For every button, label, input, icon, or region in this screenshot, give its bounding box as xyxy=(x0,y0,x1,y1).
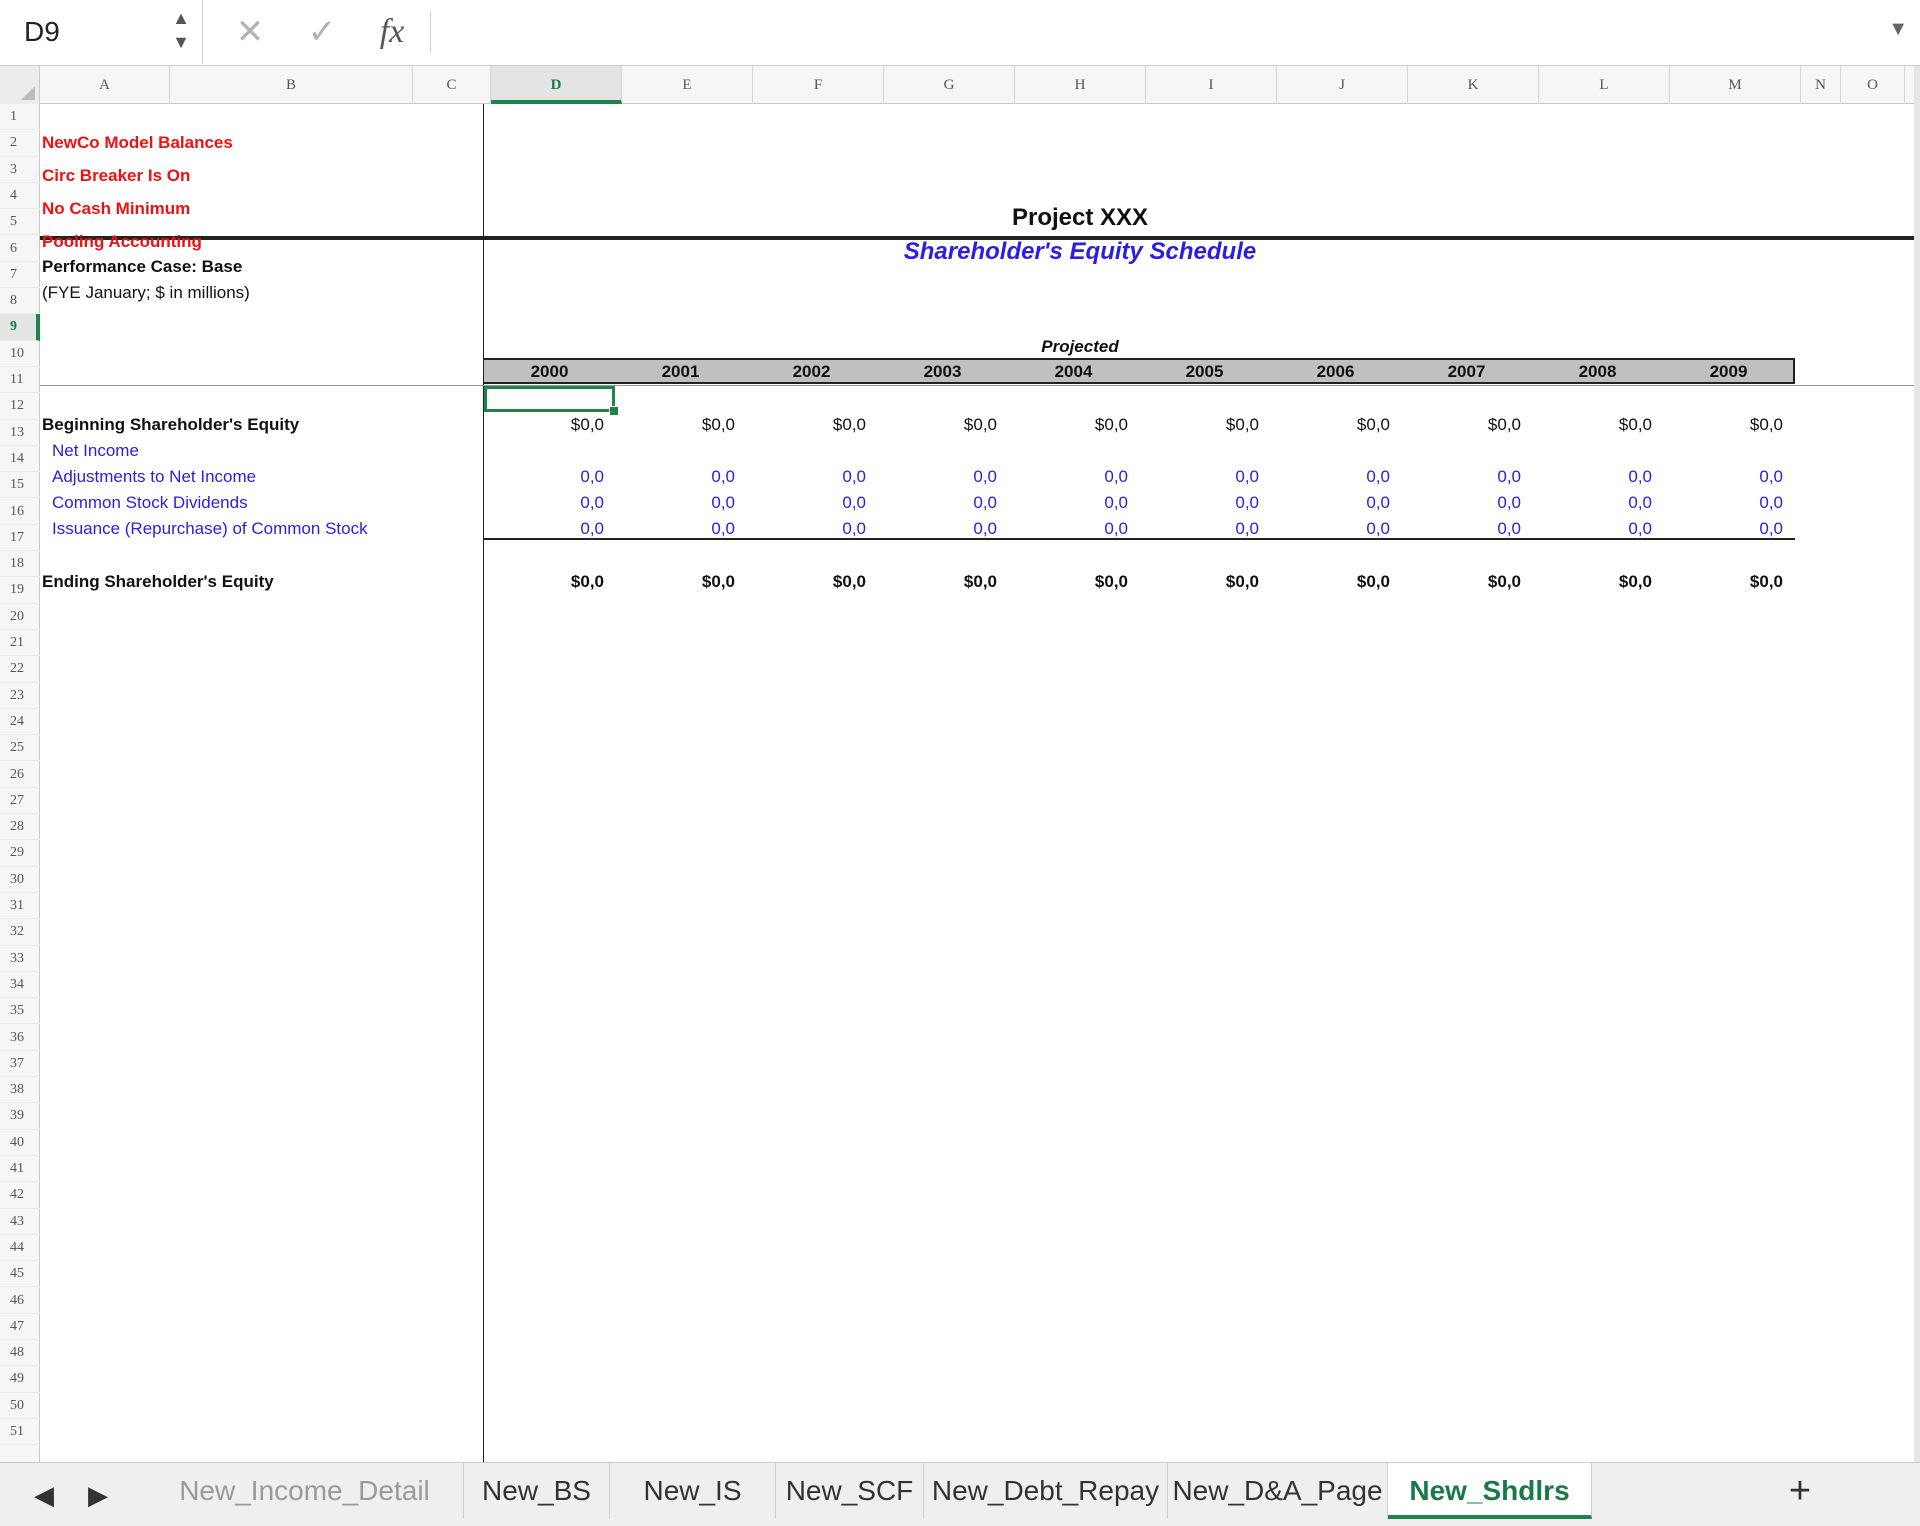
column-header-o[interactable]: O xyxy=(1841,66,1905,104)
adjustments-value-2000[interactable]: 0,0 xyxy=(580,467,604,486)
units-note[interactable]: (FYE January; $ in millions) xyxy=(42,283,250,302)
insert-function-icon[interactable]: fx xyxy=(379,13,405,50)
row-header-10[interactable]: 10 xyxy=(0,341,40,367)
column-header-c[interactable]: C xyxy=(413,66,491,104)
ending-equity-value-2003[interactable]: $0,0 xyxy=(963,572,997,591)
dividends-value-2009[interactable]: 0,0 xyxy=(1759,493,1783,512)
row-header-35[interactable]: 35 xyxy=(0,998,40,1024)
row-header-12[interactable]: 12 xyxy=(0,393,40,419)
formula-bar xyxy=(0,0,1920,66)
adjustments-value-2006[interactable]: 0,0 xyxy=(1366,467,1390,486)
row-header-26[interactable]: 26 xyxy=(0,762,40,788)
column-header-h[interactable]: H xyxy=(1015,66,1146,104)
row-header-39[interactable]: 39 xyxy=(0,1103,40,1129)
row-header-24[interactable]: 24 xyxy=(0,709,40,735)
dividends-value-2005[interactable]: 0,0 xyxy=(1235,493,1259,512)
flag-circ-breaker[interactable]: Circ Breaker Is On xyxy=(42,166,191,185)
adjustments-value-2004[interactable]: 0,0 xyxy=(1104,467,1128,486)
row-header-51[interactable]: 51 xyxy=(0,1419,40,1445)
dividends-value-2007[interactable]: 0,0 xyxy=(1497,493,1521,512)
row-header-27[interactable]: 27 xyxy=(0,788,40,814)
flag-cash-minimum[interactable]: No Cash Minimum xyxy=(42,199,191,218)
dividends-value-2002[interactable]: 0,0 xyxy=(842,493,866,512)
row-header-33[interactable]: 33 xyxy=(0,946,40,972)
year-header-2003[interactable]: 2003 xyxy=(923,362,962,381)
row-header-21[interactable]: 21 xyxy=(0,630,40,656)
row-header-32[interactable]: 32 xyxy=(0,919,40,945)
year-header-2009[interactable]: 2009 xyxy=(1709,362,1748,381)
dividends-value-2001[interactable]: 0,0 xyxy=(711,493,735,512)
row-header-48[interactable]: 48 xyxy=(0,1340,40,1366)
confirm-icon[interactable]: ✓ xyxy=(307,13,337,51)
row-header-2[interactable]: 2 xyxy=(0,130,40,156)
adjustments-value-2002[interactable]: 0,0 xyxy=(842,467,866,486)
next-sheet-icon[interactable]: ▶ xyxy=(88,1480,108,1510)
row-header-1[interactable]: 1 xyxy=(0,104,40,130)
column-header-j[interactable]: J xyxy=(1277,66,1408,104)
ending-equity-value-2009[interactable]: $0,0 xyxy=(1749,572,1783,591)
row-header-11[interactable]: 11 xyxy=(0,367,40,393)
year-header-2000[interactable]: 2000 xyxy=(530,362,569,381)
beginning-equity-value-2009[interactable]: $0,0 xyxy=(1749,415,1783,434)
row-header-22[interactable]: 22 xyxy=(0,656,40,682)
beginning-equity-value-2001[interactable]: $0,0 xyxy=(701,415,735,434)
row-header-31[interactable]: 31 xyxy=(0,893,40,919)
year-header-bar xyxy=(484,358,1795,384)
row-header-30[interactable]: 30 xyxy=(0,867,40,893)
row-label-net-income[interactable]: Net Income xyxy=(52,441,139,460)
row-header-25[interactable]: 25 xyxy=(0,735,40,761)
row-header-42[interactable]: 42 xyxy=(0,1182,40,1208)
sheet-tab-new-debt-repay[interactable]: New_Debt_Repay xyxy=(924,1463,1168,1519)
year-header-2007[interactable]: 2007 xyxy=(1447,362,1486,381)
ending-equity-value-2006[interactable]: $0,0 xyxy=(1356,572,1390,591)
adjustments-value-2009[interactable]: 0,0 xyxy=(1759,467,1783,486)
beginning-equity-value-2004[interactable]: $0,0 xyxy=(1094,415,1128,434)
flag-pooling-accounting[interactable]: Pooling Accounting xyxy=(42,232,202,251)
row-header-18[interactable]: 18 xyxy=(0,551,40,577)
issuance-value-2002[interactable]: 0,0 xyxy=(842,519,866,538)
vertical-scrollbar[interactable] xyxy=(1914,66,1920,1462)
stepper-up-icon[interactable]: ▲ xyxy=(172,8,190,28)
column-header-n[interactable]: N xyxy=(1801,66,1841,104)
select-all-corner[interactable] xyxy=(0,66,40,104)
row-header-6[interactable]: 6 xyxy=(0,236,40,262)
row-header-5[interactable]: 5 xyxy=(0,209,40,235)
adjustments-value-2005[interactable]: 0,0 xyxy=(1235,467,1259,486)
column-header-a[interactable]: A xyxy=(40,66,170,104)
row-header-8[interactable]: 8 xyxy=(0,288,40,314)
row-header-13[interactable]: 13 xyxy=(0,420,40,446)
column-header-k[interactable]: K xyxy=(1408,66,1539,104)
issuance-value-2008[interactable]: 0,0 xyxy=(1628,519,1652,538)
column-header-e[interactable]: E xyxy=(622,66,753,104)
column-headers xyxy=(0,66,1920,104)
adjustments-value-2007[interactable]: 0,0 xyxy=(1497,467,1521,486)
row-headers xyxy=(0,104,40,1462)
row-header-7[interactable]: 7 xyxy=(0,262,40,288)
beginning-equity-value-2005[interactable]: $0,0 xyxy=(1225,415,1259,434)
dividends-value-2006[interactable]: 0,0 xyxy=(1366,493,1390,512)
beginning-equity-value-2000[interactable]: $0,0 xyxy=(570,415,604,434)
year-header-2001[interactable]: 2001 xyxy=(661,362,700,381)
expand-formula-bar-icon[interactable]: ▼ xyxy=(1888,18,1908,40)
sheet-tab-new-bs[interactable]: New_BS xyxy=(464,1463,610,1519)
column-header-f[interactable]: F xyxy=(753,66,884,104)
sheet-content xyxy=(40,104,1920,1462)
add-sheet-icon[interactable]: + xyxy=(1788,1470,1812,1512)
row-header-37[interactable]: 37 xyxy=(0,1051,40,1077)
issuance-value-2004[interactable]: 0,0 xyxy=(1104,519,1128,538)
row-header-29[interactable]: 29 xyxy=(0,840,40,866)
panel-divider xyxy=(483,104,484,1462)
beginning-equity-value-2008[interactable]: $0,0 xyxy=(1618,415,1652,434)
sheet-tab-new-is[interactable]: New_IS xyxy=(610,1463,776,1519)
year-header-2005[interactable]: 2005 xyxy=(1185,362,1224,381)
sheet-subtitle[interactable]: Shareholder's Equity Schedule xyxy=(903,238,1257,265)
row-header-45[interactable]: 45 xyxy=(0,1261,40,1287)
column-header-b[interactable]: B xyxy=(170,66,413,104)
ending-equity-value-2004[interactable]: $0,0 xyxy=(1094,572,1128,591)
sheet-tab-bar xyxy=(0,1462,1920,1526)
selected-cell-d9[interactable] xyxy=(484,386,615,412)
sheet-title[interactable]: Project XXX xyxy=(1011,204,1149,231)
issuance-value-2007[interactable]: 0,0 xyxy=(1497,519,1521,538)
year-header-2002[interactable]: 2002 xyxy=(792,362,831,381)
row-header-46[interactable]: 46 xyxy=(0,1288,40,1314)
name-box-stepper[interactable] xyxy=(168,6,194,58)
column-header-g[interactable]: G xyxy=(884,66,1015,104)
row-header-41[interactable]: 41 xyxy=(0,1156,40,1182)
column-header-d[interactable]: D xyxy=(491,66,622,104)
flag-model-balances[interactable]: NewCo Model Balances xyxy=(42,133,233,152)
adjustments-value-2001[interactable]: 0,0 xyxy=(711,467,735,486)
ending-equity-value-2007[interactable]: $0,0 xyxy=(1487,572,1521,591)
row-header-19[interactable]: 19 xyxy=(0,577,40,603)
row-header-34[interactable]: 34 xyxy=(0,972,40,998)
sheet-tab-new-d-a-page[interactable]: New_D&A_Page xyxy=(1168,1463,1388,1519)
issuance-value-2001[interactable]: 0,0 xyxy=(711,519,735,538)
cancel-icon[interactable]: ✕ xyxy=(235,13,265,51)
sheet-tab-new-shdlrs[interactable]: New_Shdlrs xyxy=(1388,1463,1592,1519)
ending-equity-value-2001[interactable]: $0,0 xyxy=(701,572,735,591)
ending-equity-value-2005[interactable]: $0,0 xyxy=(1225,572,1259,591)
adjustments-value-2008[interactable]: 0,0 xyxy=(1628,467,1652,486)
issuance-value-2009[interactable]: 0,0 xyxy=(1759,519,1783,538)
column-header-l[interactable]: L xyxy=(1539,66,1670,104)
sheet-tab-new-scf[interactable]: New_SCF xyxy=(776,1463,924,1519)
row-header-28[interactable]: 28 xyxy=(0,814,40,840)
row-header-43[interactable]: 43 xyxy=(0,1209,40,1235)
row-header-50[interactable]: 50 xyxy=(0,1393,40,1419)
name-box-value[interactable]: D9 xyxy=(24,16,60,47)
year-header-2006[interactable]: 2006 xyxy=(1316,362,1355,381)
projected-label[interactable]: Projected xyxy=(1041,337,1119,356)
row-header-36[interactable]: 36 xyxy=(0,1025,40,1051)
stepper-down-icon[interactable]: ▼ xyxy=(172,32,190,52)
row-header-49[interactable]: 49 xyxy=(0,1366,40,1392)
issuance-value-2003[interactable]: 0,0 xyxy=(973,519,997,538)
column-header-m[interactable]: M xyxy=(1670,66,1801,104)
name-box[interactable] xyxy=(0,0,203,64)
dividends-value-2000[interactable]: 0,0 xyxy=(580,493,604,512)
adjustments-value-2003[interactable]: 0,0 xyxy=(973,467,997,486)
ending-equity-value-2000[interactable]: $0,0 xyxy=(570,572,604,591)
row-header-23[interactable]: 23 xyxy=(0,683,40,709)
row-label-issuance[interactable]: Issuance (Repurchase) of Common Stock xyxy=(52,519,368,538)
dividends-value-2004[interactable]: 0,0 xyxy=(1104,493,1128,512)
column-header-i[interactable]: I xyxy=(1146,66,1277,104)
year-header-2008[interactable]: 2008 xyxy=(1578,362,1617,381)
row-header-40[interactable]: 40 xyxy=(0,1130,40,1156)
beginning-equity-value-2007[interactable]: $0,0 xyxy=(1487,415,1521,434)
year-header-2004[interactable]: 2004 xyxy=(1054,362,1093,381)
row-label-adjustments[interactable]: Adjustments to Net Income xyxy=(52,467,257,486)
sheet-tab-new-income-detail[interactable]: New_Income_Detail xyxy=(146,1463,464,1519)
prev-sheet-icon[interactable]: ◀ xyxy=(34,1480,54,1510)
dividends-value-2003[interactable]: 0,0 xyxy=(973,493,997,512)
row-header-15[interactable]: 15 xyxy=(0,472,40,498)
beginning-equity-value-2002[interactable]: $0,0 xyxy=(832,415,866,434)
row-label-beginning-equity[interactable]: Beginning Shareholder's Equity xyxy=(42,415,300,434)
row-header-44[interactable]: 44 xyxy=(0,1235,40,1261)
row-header-4[interactable]: 4 xyxy=(0,183,40,209)
freeze-line xyxy=(40,385,1920,386)
row-header-3[interactable]: 3 xyxy=(0,157,40,183)
issuance-value-2000[interactable]: 0,0 xyxy=(580,519,604,538)
row-header-14[interactable]: 14 xyxy=(0,446,40,472)
beginning-equity-value-2003[interactable]: $0,0 xyxy=(963,415,997,434)
issuance-value-2006[interactable]: 0,0 xyxy=(1366,519,1390,538)
performance-case[interactable]: Performance Case: Base xyxy=(42,257,243,276)
beginning-equity-value-2006[interactable]: $0,0 xyxy=(1356,415,1390,434)
issuance-value-2005[interactable]: 0,0 xyxy=(1235,519,1259,538)
row-header-16[interactable]: 16 xyxy=(0,499,40,525)
row-header-47[interactable]: 47 xyxy=(0,1314,40,1340)
ending-equity-value-2002[interactable]: $0,0 xyxy=(832,572,866,591)
row-header-38[interactable]: 38 xyxy=(0,1077,40,1103)
row-header-20[interactable]: 20 xyxy=(0,604,40,630)
formula-input[interactable] xyxy=(440,8,1870,56)
worksheet-grid xyxy=(0,66,1920,1462)
row-label-dividends[interactable]: Common Stock Dividends xyxy=(52,493,248,512)
row-label-ending-equity[interactable]: Ending Shareholder's Equity xyxy=(42,572,274,591)
formula-bar-divider xyxy=(430,12,431,52)
row-header-17[interactable]: 17 xyxy=(0,525,40,551)
ending-equity-value-2008[interactable]: $0,0 xyxy=(1618,572,1652,591)
row-header-9[interactable]: 9 xyxy=(0,314,40,340)
dividends-value-2008[interactable]: 0,0 xyxy=(1628,493,1652,512)
